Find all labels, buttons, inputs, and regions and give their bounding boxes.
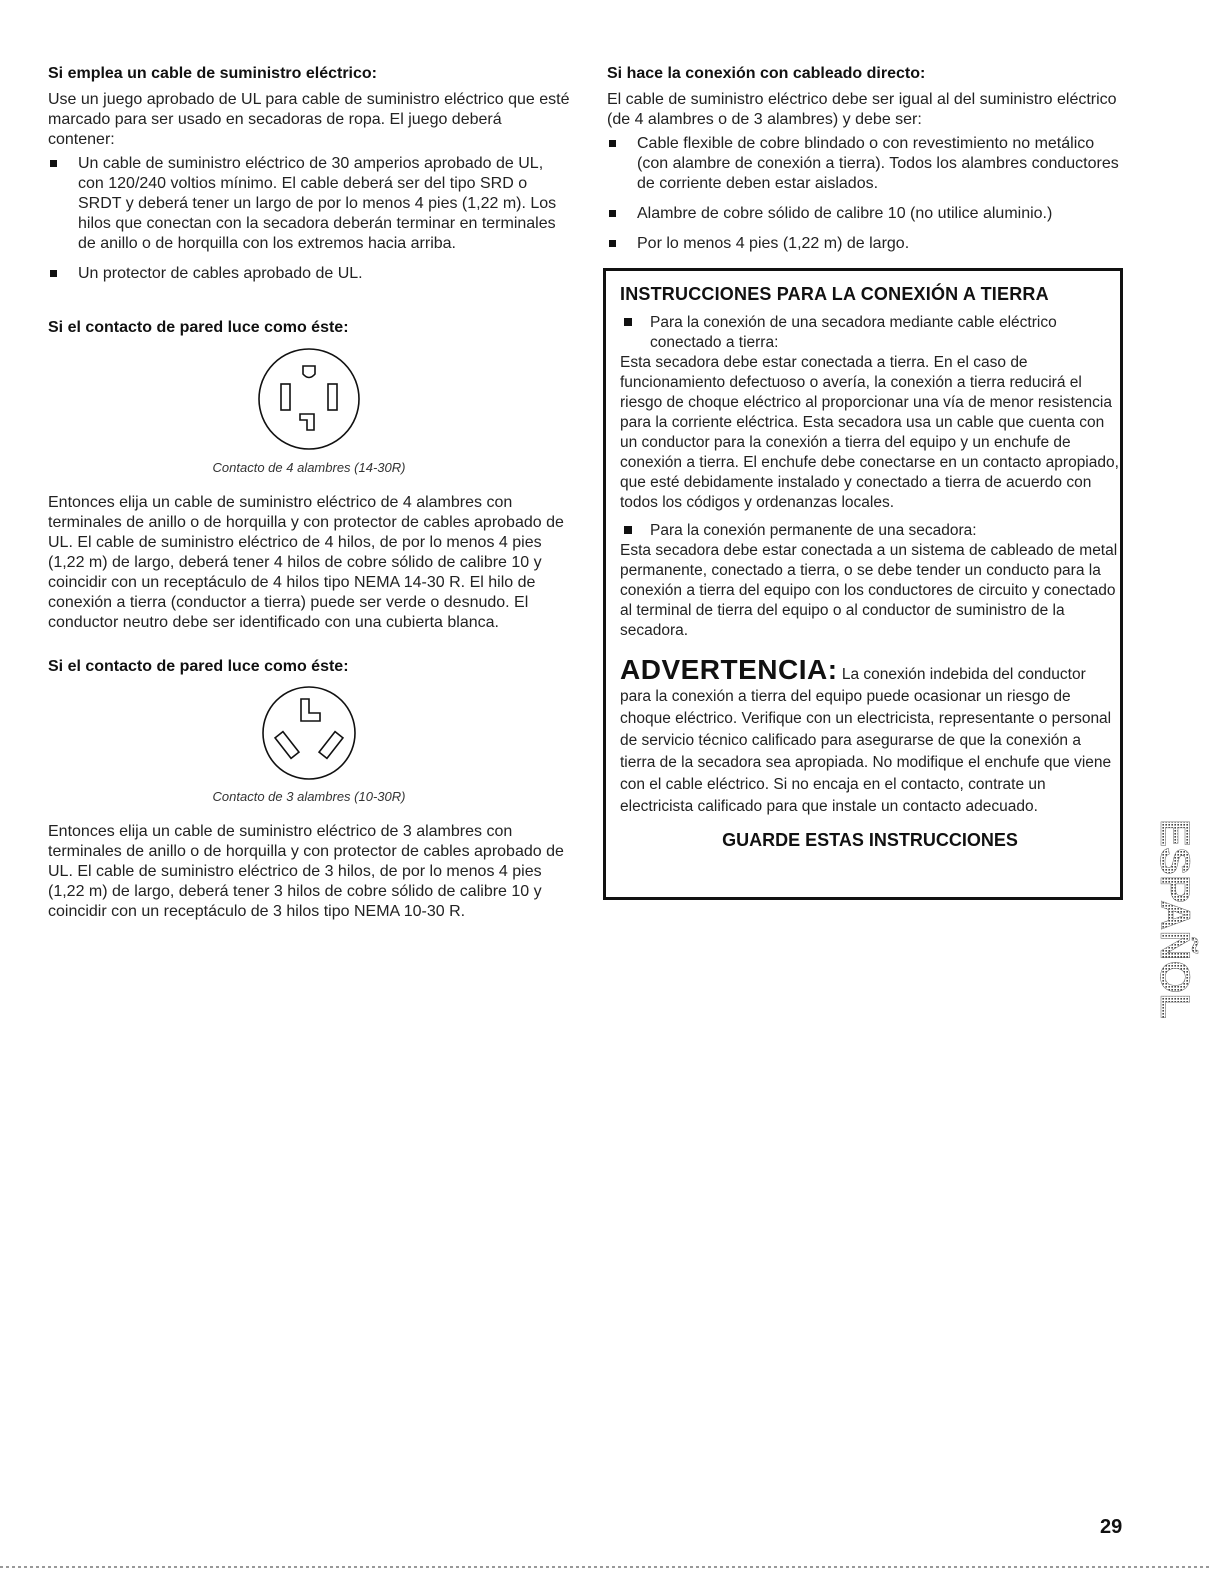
save-instructions-label: GUARDE ESTAS INSTRUCCIONES [722,830,1018,850]
grounding-bullet-cord: Para la conexión de una secadora mediante cable eléctrico conectado a tierra: [620,313,1120,353]
direct-wire-intro: El cable de suministro eléctrico debe ser igual al del suministro eléctrico (de 4 alambres o de 3 alambres) y debe ser: [607,91,1117,128]
bullet-square-icon [624,526,632,534]
grounding-instructions-box [603,268,1123,900]
bullet-square-icon [624,318,632,326]
four-wire-figure [48,344,570,475]
list-item: Alambre de cobre sólido de calibre 10 (no utilice aluminio.) [607,204,1127,224]
bottom-divider [0,1566,1211,1568]
left-column [48,64,570,922]
page-number: 29 [1100,1516,1123,1538]
grounding-permanent-paragraph: Esta secadora debe estar conectada a un sistema de cableado de metal permanente, conectado a tierra, o se debe tender un conducto para la conexión a tierra del equipo con los conductores de circuito y conectado al terminal de tierra del equipo o al conductor de suministro de la secadora. [620,542,1118,639]
four-wire-caption: Contacto de 4 alambres (14-30R) [212,460,406,475]
bullet-square-icon [50,270,57,277]
four-wire-body: Entonces elija un cable de suministro eléctrico de 4 alambres con terminales de anillo o de horquilla y con protector de cables aprobado de UL. El cable de suministro eléctrico de 4 hilos, de por lo menos 4 pies (1,22 m) de largo, deberá tener 4 hilos de cobre sólido de calibre 10 y coincidir con un receptáculo de 4 hilos tipo NEMA 14-30 R. El hilo de conexión a tierra (conductor a tierra) puede ser verde o desnudo. El conductor neutro debe ser identificado con una cubierta blanca. [48,494,564,631]
power-cord-heading: Si emplea un cable de suministro eléctrico: [48,65,377,82]
list-item: Cable flexible de cobre blindado o con revestimiento no metálico (con alambre de conexión a tierra). Todos los alambres conductores de corriente deben estar aislados. [607,134,1127,194]
four-wire-heading: Si el contacto de pared luce como éste: [48,319,349,336]
bullet-square-icon [609,240,616,247]
three-wire-figure [48,683,570,804]
list-item: Un protector de cables aprobado de UL. [48,264,570,284]
three-wire-heading: Si el contacto de pared luce como éste: [48,658,349,675]
list-item: Por lo menos 4 pies (1,22 m) de largo. [607,234,1127,254]
warning-label: ADVERTENCIA: [620,654,838,685]
grounding-bullet-permanent: Para la conexión permanente de una secadora: [620,521,1120,541]
list-item: Un cable de suministro eléctrico de 30 amperios aprobado de UL, con 120/240 voltios mínimo. El cable deberá ser del tipo SRD o SRDT y deberá tener un largo de por lo menos 4 pies (1,22 m). Los hilos que conectan con la secadora deberán terminar en terminales de anillo o de horquilla con los extremos hacia arriba. [48,154,570,254]
bullet-square-icon [609,210,616,217]
bullet-square-icon [50,160,57,167]
warning-block [620,655,1120,818]
direct-wire-list [607,134,1127,254]
power-cord-list [48,154,570,284]
four-wire-receptacle-icon [254,344,364,454]
warning-text: La conexión indebida del conductor para la conexión a tierra del equipo puede ocasionar un riesgo de choque eléctrico. Verifique con un electricista, representante o personal de servicio técnico calificado para asegurarse de que la conexión a tierra de la secadora sea apropiada. No modifique el enchufe que viene con el cable eléctrico. Si no encaja en el contacto, contrate un electricista calificado para que instale un contacto adecuado. [620,666,1112,815]
bullet-square-icon [609,140,616,147]
power-cord-intro: Use un juego aprobado de UL para cable de suministro eléctrico que esté marcado para ser usado en secadoras de ropa. El juego deberá contener: [48,91,570,148]
side-tab-label: ESPAÑOL [1152,819,1199,1019]
right-column [607,64,1127,264]
three-wire-receptacle-icon [254,683,364,783]
three-wire-caption: Contacto de 3 alambres (10-30R) [212,789,406,804]
three-wire-body: Entonces elija un cable de suministro eléctrico de 3 alambres con terminales de anillo o de horquilla y con protector de cables aprobado de UL. El cable de suministro eléctrico de 3 hilos, de por lo menos 4 pies (1,22 m) de largo, deberá tener 3 hilos de cobre sólido de calibre 10 y coincidir con un receptáculo de 3 hilos tipo NEMA 10-30 R. [48,823,564,920]
language-side-tab [1152,815,1199,1065]
grounding-cord-paragraph: Esta secadora debe estar conectada a tierra. En el caso de funcionamiento defectuoso o avería, la conexión a tierra reducirá el riesgo de choque eléctrico al proporcionar una vía de menor resistencia para la corriente eléctrica. Esta secadora usa un cable que cuenta con un conductor para la conexión a tierra del equipo y un enchufe de conexión a tierra. El enchufe debe conectarse en un contacto apropiado, que esté debidamente instalado y conectado a tierra de acuerdo con todos los códigos y ordenanzas locales. [620,354,1119,511]
direct-wire-heading: Si hace la conexión con cableado directo: [607,65,926,82]
grounding-title: INSTRUCCIONES PARA LA CONEXIÓN A TIERRA [620,284,1049,304]
